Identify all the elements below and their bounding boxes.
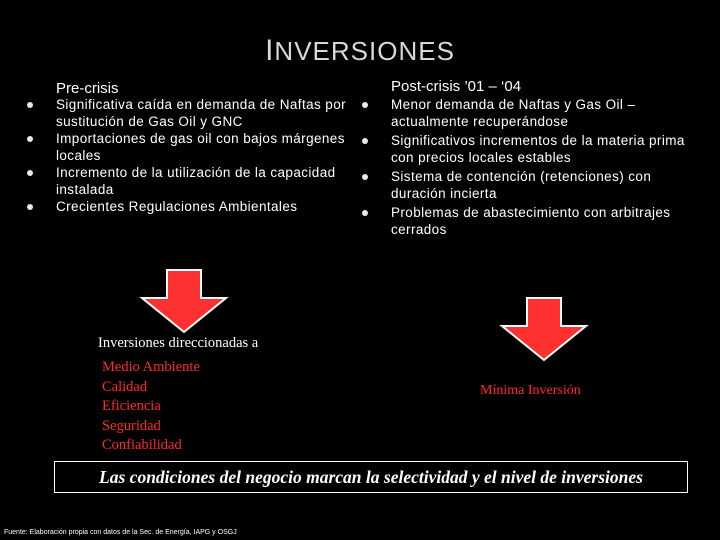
bullet-icon	[362, 174, 368, 180]
investments-heading: Inversiones direccionadas a	[98, 335, 259, 351]
bullet-icon	[27, 136, 33, 142]
slide-title	[0, 34, 720, 68]
list-item: Medio Ambiente	[102, 359, 200, 375]
bullet-icon	[362, 138, 368, 144]
bullet-icon	[27, 102, 33, 108]
down-arrow-left-icon	[139, 268, 229, 334]
list-item: Seguridad	[102, 417, 161, 434]
bullet-icon	[27, 170, 33, 176]
list-item: Menor demanda de Naftas y Gas Oil – actualmente recuperándose	[362, 97, 697, 130]
bullet-icon	[27, 204, 33, 210]
conclusion-banner: Las condiciones del negocio marcan la selectividad y el nivel de inversiones	[54, 461, 688, 493]
down-arrow-right-icon	[499, 296, 589, 362]
pre-crisis-heading: Pre-crisis	[56, 80, 119, 97]
pre-crisis-list	[27, 97, 357, 217]
list-item: Eficiencia	[102, 398, 161, 414]
slide-title-initial: I	[265, 34, 275, 67]
investments-list	[102, 358, 200, 456]
list-item: Importaciones de gas oil con bajos márgenes locales	[27, 131, 357, 164]
minima-inversion-label: Mínima Inversión	[480, 383, 581, 398]
list-item: Problemas de abastecimiento con arbitrajes cerrados	[362, 205, 697, 238]
list-item: Sistema de contención (retenciones) con duración incierta	[362, 169, 697, 202]
post-crisis-heading: Post-crisis ’01 – ‘04	[391, 78, 522, 95]
list-item: Crecientes Regulaciones Ambientales	[27, 199, 357, 216]
slide-title-rest: NVERSIONES	[274, 36, 455, 66]
bullet-icon	[362, 102, 368, 108]
list-item: Incremento de la utilización de la capacidad instalada	[27, 165, 357, 198]
list-item: Confiabilidad	[102, 437, 182, 453]
post-crisis-list	[362, 97, 697, 239]
source-footnote: Fuente: Elaboración propia con datos de la Sec. de Energía, IAPG y OSGJ	[4, 529, 237, 536]
list-item: Significativos incrementos de la materia prima con precios locales estables	[362, 133, 697, 166]
list-item: Calidad	[102, 378, 148, 395]
bullet-icon	[362, 210, 368, 216]
list-item: Significativa caída en demanda de Naftas por sustitución de Gas Oil y GNC	[27, 97, 357, 130]
